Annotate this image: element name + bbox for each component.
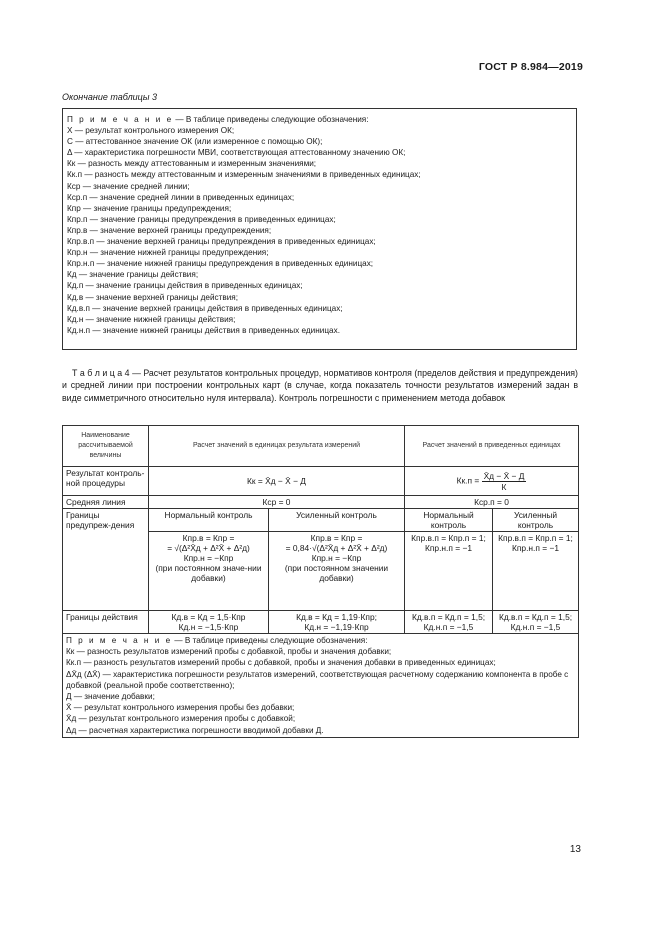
note-line: Кпр.в — значение верхней границы предупреждения; xyxy=(67,225,272,235)
w-norm-4: (при постоянном значе-нии добавки) xyxy=(155,563,262,583)
table4-note-header xyxy=(66,635,575,646)
note-line: Кд.н — значение нижней границы действия; xyxy=(67,314,236,324)
row-label-action: Границы действия xyxy=(63,611,149,634)
note-line: Кпр.н — значение нижней границы предупреждения; xyxy=(67,248,269,258)
note-line: Кд.в.п — значение верхней границы действия в приведенных единицах; xyxy=(67,303,343,313)
cell-action-normal-reduced xyxy=(405,611,493,634)
table4-note-line: Δд — расчетная характеристика погрешности вводимой добавки Д. xyxy=(66,725,324,735)
cell-warning-enhanced-reduced xyxy=(493,532,579,611)
wp-norm-1: Кпр.в.п = Кпр.п = 1; xyxy=(411,533,486,543)
note-line: Δ — характеристика погрешности МВИ, соответствующая аттестованному значению ОК; xyxy=(67,148,406,158)
a-enh-2: Кд.н = −1,19·Кпр xyxy=(304,622,369,632)
note-label: П р и м е ч а н и е xyxy=(67,115,174,124)
table-row-result xyxy=(63,467,579,496)
note-line: Кд.н.п — значение нижней границы действия в приведенных единицах. xyxy=(67,325,340,335)
w-enh-2: = 0,84·√(Δ²X̄д + Δ²X̄ + Δ²д) xyxy=(285,543,388,553)
table-row-warning-head xyxy=(63,509,579,532)
cell-warning-normal xyxy=(149,532,269,611)
table4-note-line: Д — значение добавки; xyxy=(66,692,155,702)
wp-norm-2: Кпр.н.п = −1 xyxy=(425,543,472,553)
formula-kcpp: Кср.п = 0 xyxy=(405,496,579,509)
table-row-action xyxy=(63,611,579,634)
formula-kkp-fraction xyxy=(482,471,527,492)
wp-enh-2: Кпр.н.п = −1 xyxy=(512,543,559,553)
note-line: Кд.п — значение границы действия в приведенных единицах; xyxy=(67,281,303,291)
header-name-col: Наименование рассчитываемой величины xyxy=(63,426,149,467)
table4-note xyxy=(63,634,579,738)
table4-note-line: Кк — разность результатов измерений пробы с добавкой, пробы и значения добавки; xyxy=(66,647,392,657)
formula-kkp-numerator: X̄д − X̄ − Д xyxy=(483,470,525,481)
table4-label: Т а б л и ц а 4 xyxy=(72,368,130,378)
note-line: Кср — значение средней линии; xyxy=(67,181,190,191)
table4-note-line: Кк.п — разность результатов измерений пробы с добавкой, пробы и значения добавки в приведенных единицах; xyxy=(66,658,496,668)
table4-note-label: П р и м е ч а н и е xyxy=(66,636,173,645)
note-line: Кпр — значение границы предупреждения; xyxy=(67,203,232,213)
table4-note-line: X̄ — результат контрольного измерения пробы без добавки; xyxy=(66,703,295,713)
cell-action-enhanced xyxy=(269,611,405,634)
wp-enh-1: Кпр.в.п = Кпр.п = 1; xyxy=(498,533,573,543)
table-row-mean xyxy=(63,496,579,509)
a-norm-2: Кд.н = −1,5·Кпр xyxy=(178,622,239,632)
table4-note-line: ΔX̄д (ΔX̄) — характеристика погрешности результатов измерений, соответствующая расчетному содержанию компонента в пробе с добавкой (реальной пробе соответственно); xyxy=(66,669,569,690)
w-enh-3: Кпр.н = −Кпр xyxy=(311,553,362,563)
note-line: Кпр.н.п — значение нижней границы предупреждения в приведенных единицах; xyxy=(67,259,374,269)
row-label-result: Результат контроль-ной процедуры xyxy=(63,467,149,496)
formula-kkp-denominator: К xyxy=(501,481,507,492)
a-enh-1: Кд.в = Кд = 1,19·Кпр; xyxy=(296,612,377,622)
standard-header: ГОСТ Р 8.984—2019 xyxy=(478,61,583,73)
note-line: Кпр.в.п — значение верхней границы предупреждения в приведенных единицах; xyxy=(67,237,376,247)
formula-kkp xyxy=(405,467,579,496)
row-label-mean: Средняя линия xyxy=(63,496,149,509)
table4-note-intro: — В таблице приведены следующие обозначения: xyxy=(172,636,368,645)
note-line: Кк — разность между аттестованным и измеренным значениями; xyxy=(67,159,317,169)
ap-enh-1: Кд.в.п = Кд.п = 1,5; xyxy=(498,612,573,622)
header-units-col: Расчет значений в единицах результата измерений xyxy=(149,426,405,467)
note-line: Кд — значение границы действия; xyxy=(67,270,199,280)
header-reduced-col: Расчет значений в приведенных единицах xyxy=(405,426,579,467)
ap-enh-2: Кд.н.п = −1,5 xyxy=(510,622,561,632)
table-row-note xyxy=(63,634,579,738)
cell-action-normal xyxy=(149,611,269,634)
w-enh-4: (при постоянном значении добавки) xyxy=(284,563,389,583)
note-header xyxy=(67,114,421,125)
table-continuation-label: Окончание таблицы 3 xyxy=(62,92,157,102)
cell-action-enhanced-reduced xyxy=(493,611,579,634)
formula-kk: Кк = X̄д − X̄ − Д xyxy=(149,467,405,496)
table4 xyxy=(62,425,579,738)
note-line: C — аттестованное значение ОК (или измеренное с помощью ОК); xyxy=(67,137,323,147)
formula-kcp: Кср = 0 xyxy=(149,496,405,509)
row-label-warning: Границы предупреж-дения xyxy=(63,509,149,611)
table4-note-line: X̄д — результат контрольного измерения пробы с добавкой; xyxy=(66,714,296,724)
table4-title xyxy=(62,367,578,404)
w-norm-1: Кпр.в = Кпр = xyxy=(182,533,235,543)
table-header-row xyxy=(63,426,579,467)
note-line: Кср.п — значение средней линии в приведенных единицах; xyxy=(67,192,295,202)
w-enh-1: Кпр.в = Кпр = xyxy=(310,533,363,543)
note-intro: — В таблице приведены следующие обозначения: xyxy=(173,115,369,124)
note-line: Кпр.п — значение границы предупреждения в приведенных единицах; xyxy=(67,214,336,224)
ap-norm-2: Кд.н.п = −1,5 xyxy=(423,622,474,632)
w-norm-3: Кпр.н = −Кпр xyxy=(183,553,234,563)
note-line: Кк.п — разность между аттестованным и измеренным значениями в приведенных единицах; xyxy=(67,170,421,180)
table4-caption: — Расчет результатов контрольных процедур, нормативов контроля (пределов действия и предупреждения) и средней линии при построении контрольных карт (в случае, когда показатель точности результатов измерений задан в виде симметричного относительно нуля интервала). Контроль погрешности с применением метода добавок xyxy=(62,368,578,403)
note-line: Кд.в — значение верхней границы действия; xyxy=(67,292,239,302)
note-box-table3 xyxy=(62,108,577,350)
header-enhanced-reduced: Усиленный контроль xyxy=(493,509,579,532)
header-normal-reduced: Нормальный контроль xyxy=(405,509,493,532)
w-norm-2: = √(Δ²X̄д + Δ²X̄ + Δ²д) xyxy=(167,543,250,553)
cell-warning-enhanced xyxy=(269,532,405,611)
ap-norm-1: Кд.в.п = Кд.п = 1,5; xyxy=(411,612,486,622)
header-enhanced: Усиленный контроль xyxy=(269,509,405,532)
header-normal: Нормальный контроль xyxy=(149,509,269,532)
note-line: X — результат контрольного измерения ОК; xyxy=(67,126,235,136)
a-norm-1: Кд.в = Кд = 1,5·Кпр xyxy=(171,612,246,622)
cell-warning-normal-reduced xyxy=(405,532,493,611)
page-number: 13 xyxy=(569,844,581,855)
note-list xyxy=(67,114,421,336)
formula-kkp-left: Кк.п = xyxy=(456,475,480,486)
